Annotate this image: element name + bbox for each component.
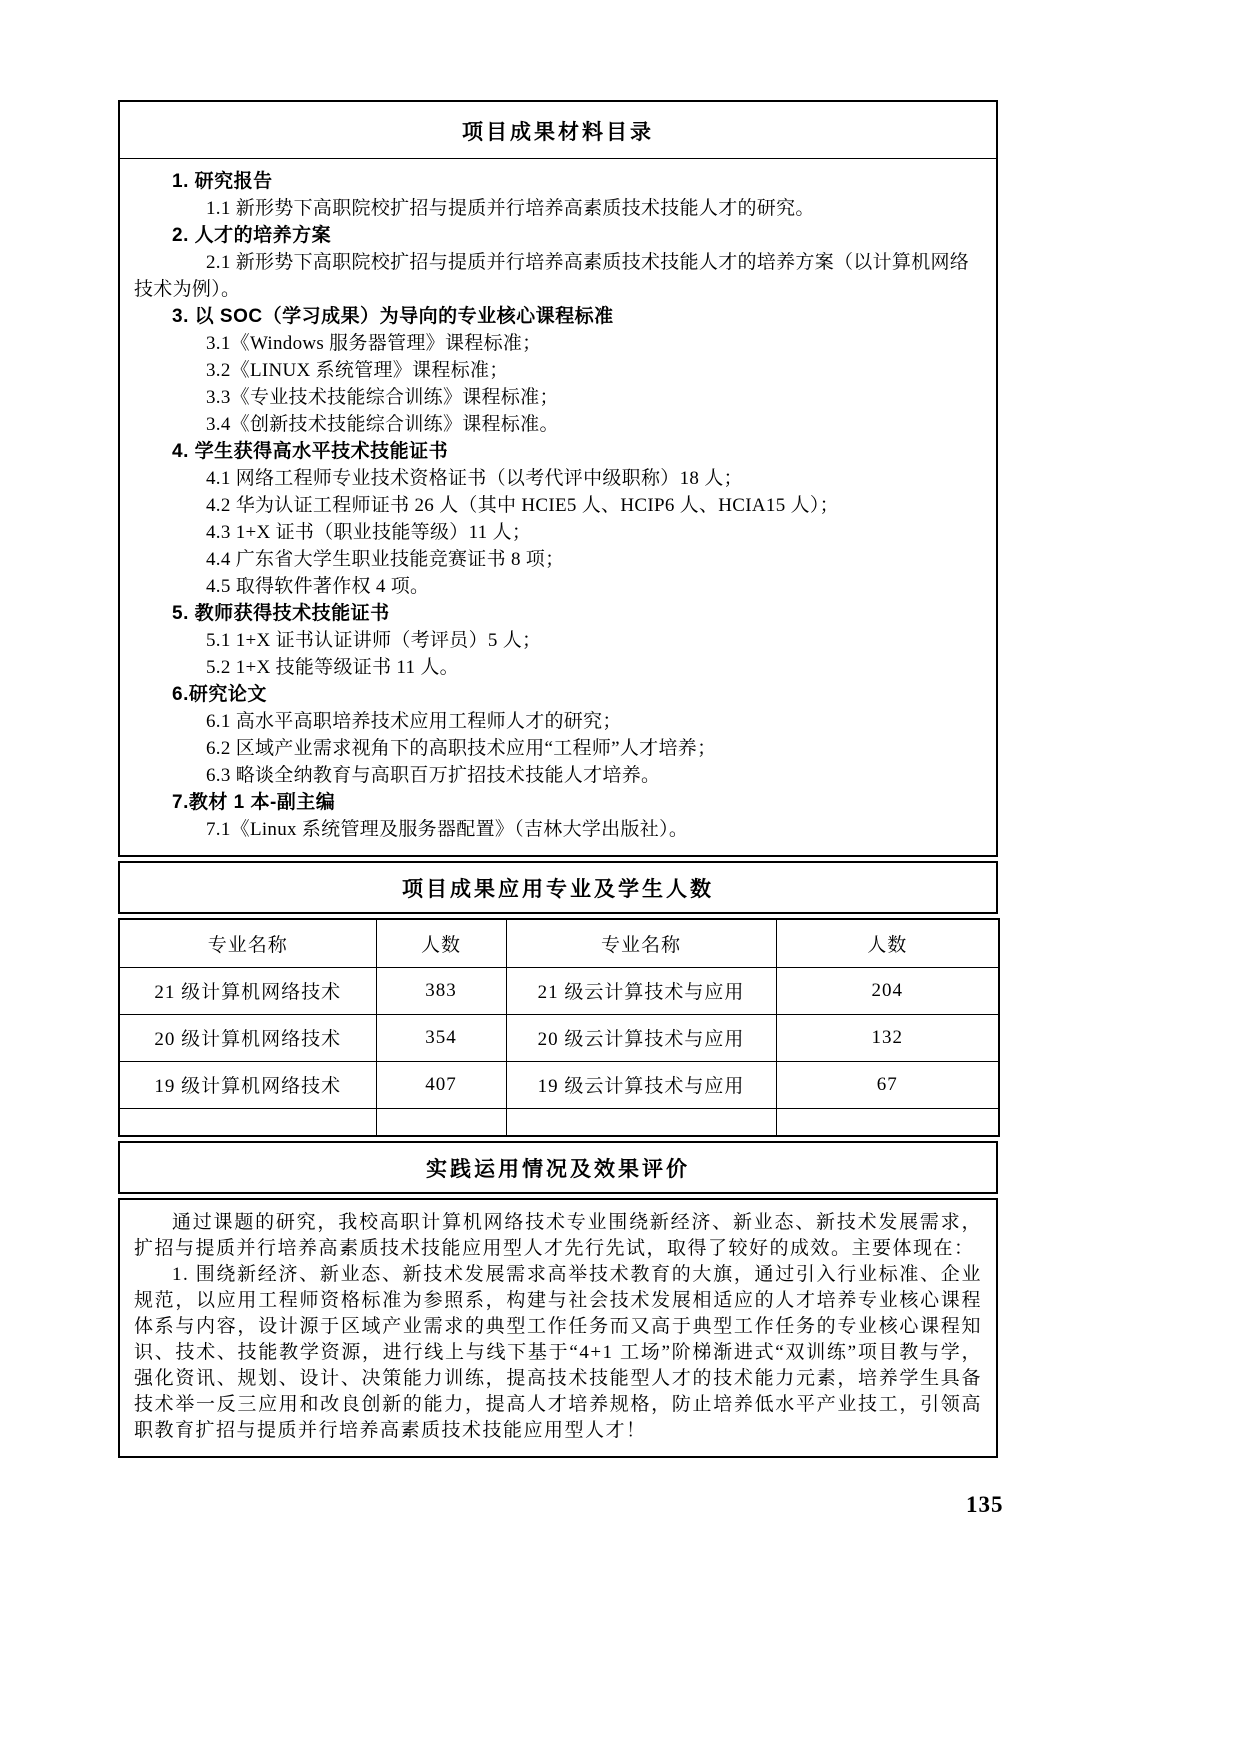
table-header-cell: 专业名称 [506, 919, 776, 967]
table-cell: 407 [376, 1061, 506, 1108]
directory-subitem: 5.1 1+X 证书认证讲师（考评员）5 人； [206, 630, 542, 651]
directory-subitem: 1.1 新形势下高职院校扩招与提质并行培养高素质技术技能人才的研究。 [206, 198, 815, 219]
table-cell: 19 级计算机网络技术 [119, 1061, 376, 1108]
document-page [118, 100, 998, 1458]
table-header-cell: 人数 [376, 919, 506, 967]
evaluation-paragraph: 通过课题的研究，我校高职计算机网络技术专业围绕新经济、新业态、新技术发展需求，扩招与提质并行培养高素质技术技能应用型人才先行先试，取得了较好的成效。主要体现在： [134, 1212, 982, 1259]
directory-subitem: 5.2 1+X 技能等级证书 11 人。 [206, 657, 459, 678]
directory-subitem: 4.3 1+X 证书（职业技能等级）11 人； [206, 522, 532, 543]
evaluation-text-section [118, 1198, 998, 1458]
table-cell: 19 级云计算技术与应用 [506, 1061, 776, 1108]
table-cell: 132 [776, 1014, 999, 1061]
directory-subitem: 3.4《创新技术技能综合训练》课程标准。 [206, 414, 559, 435]
table-cell: 21 级计算机网络技术 [119, 967, 376, 1014]
directory-subitem: 4.2 华为认证工程师证书 26 人（其中 HCIE5 人、HCIP6 人、HCIA15 人）； [206, 495, 839, 516]
directory-item-heading: 7.教材 1 本-副主编 [172, 792, 336, 813]
table-cell: 20 级云计算技术与应用 [506, 1014, 776, 1061]
directory-item-heading: 1. 研究报告 [172, 171, 273, 192]
table-cell: 21 级云计算技术与应用 [506, 967, 776, 1014]
apptable-section-title: 项目成果应用专业及学生人数 [118, 861, 998, 914]
table-row [119, 967, 999, 1014]
table-cell: 383 [376, 967, 506, 1014]
directory-item-heading: 4. 学生获得高水平技术技能证书 [172, 441, 449, 462]
table-row-empty [119, 1108, 999, 1136]
directory-subitem: 6.2 区域产业需求视角下的高职技术应用“工程师”人才培养； [206, 738, 717, 759]
directory-item-heading: 5. 教师获得技术技能证书 [172, 603, 390, 624]
directory-subitem: 6.3 略谈全纳教育与高职百万扩招技术技能人才培养。 [206, 765, 661, 786]
directory-title: 项目成果材料目录 [120, 102, 996, 159]
directory-subitem: 4.5 取得软件著作权 4 项。 [206, 576, 430, 597]
table-cell [376, 1108, 506, 1136]
evaluation-paragraph: 1. 围绕新经济、新业态、新技术发展需求高举技术教育的大旗，通过引入行业标准、企业规范，以应用工程师资格标准为参照系，构建与社会技术发展相适应的人才培养专业核心课程体系与内容，设计源于区域产业需求的典型工作任务而又高于典型工作任务的专业核心课程知识、技术、技能教学资源，进行线上与线下基于“4+1 工场”阶梯渐进式“双训练”项目教与学，强化资讯、规划、设计、决策能力训练，提高技术技能型人才的技术能力元素，培养学生具备技术举一反三应用和改良创新的能力，提高人才培养规格，防止培养低水平产业技工，引领高职教育扩招与提质并行培养高素质技术技能应用型人才！ [134, 1264, 982, 1441]
directory-item-heading: 6.研究论文 [172, 684, 267, 705]
directory-item-heading: 3. 以 SOC（学习成果）为导向的专业核心课程标准 [172, 306, 614, 327]
application-table [118, 918, 1000, 1137]
table-row [119, 1061, 999, 1108]
directory-subitem: 6.1 高水平高职培养技术应用工程师人才的研究； [206, 711, 622, 732]
table-cell [119, 1108, 376, 1136]
directory-subitem: 3.1《Windows 服务器管理》课程标准； [206, 333, 542, 354]
directory-subitem: 7.1《Linux 系统管理及服务器配置》（吉林大学出版社）。 [206, 819, 689, 840]
directory-subitem: 4.1 网络工程师专业技术资格证书（以考代评中级职称）18 人； [206, 468, 743, 489]
table-cell: 204 [776, 967, 999, 1014]
directory-subitem: 4.4 广东省大学生职业技能竞赛证书 8 项； [206, 549, 565, 570]
table-cell: 67 [776, 1061, 999, 1108]
table-header-cell: 人数 [776, 919, 999, 967]
table-row [119, 1014, 999, 1061]
directory-subitem: 3.3《专业技术技能综合训练》课程标准； [206, 387, 559, 408]
directory-subitem: 2.1 新形势下高职院校扩招与提质并行培养高素质技术技能人才的培养方案（以计算机网络技术为例）。 [134, 252, 970, 300]
table-header-cell: 专业名称 [119, 919, 376, 967]
table-cell [776, 1108, 999, 1136]
table-cell: 20 级计算机网络技术 [119, 1014, 376, 1061]
directory-section [118, 100, 998, 857]
table-header-row [119, 919, 999, 967]
table-cell [506, 1108, 776, 1136]
evaluation-section-title: 实践运用情况及效果评价 [118, 1141, 998, 1194]
table-cell: 354 [376, 1014, 506, 1061]
directory-content [120, 159, 996, 855]
page-number: 135 [966, 1492, 1004, 1517]
directory-subitem: 3.2《LINUX 系统管理》课程标准； [206, 360, 509, 381]
directory-item-heading: 2. 人才的培养方案 [172, 225, 332, 246]
